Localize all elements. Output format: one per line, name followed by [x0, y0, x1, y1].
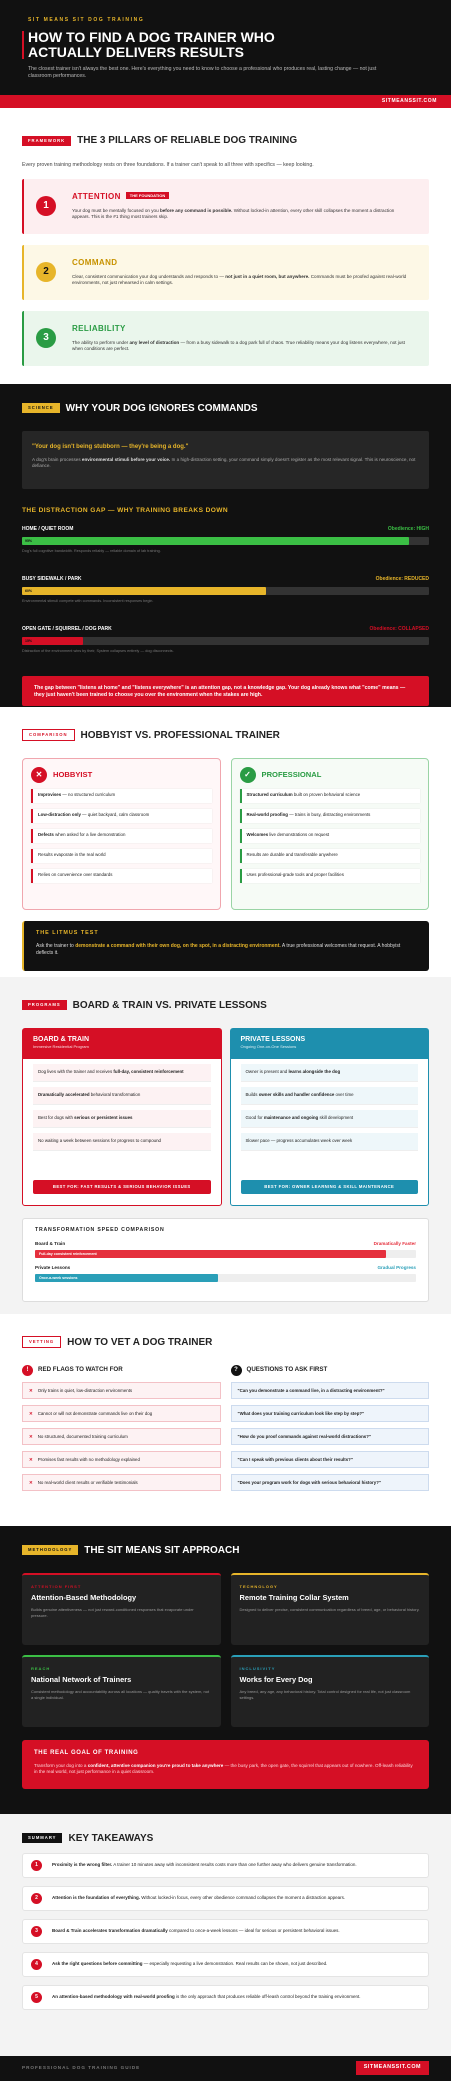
item-text: over time: [334, 1092, 354, 1098]
bar-status: Obedience: REDUCED: [375, 575, 429, 582]
red-flags-column: [22, 1365, 221, 1491]
footer: [0, 2056, 451, 2081]
program-item: [241, 1133, 419, 1151]
bar-label: OPEN GATE / SQUIRREL / DOG PARK: [22, 625, 112, 632]
section-title: HOW TO VET A DOG TRAINER: [67, 1336, 213, 1348]
card-text: Any breed, any age, any behavioral history. Total control designed for real life, not just classroom settings.: [239, 1689, 411, 1700]
card-text: Builds genuine attentiveness — not just reward-conditioned responses that evaporate under pressure.: [31, 1607, 194, 1618]
check-icon: ✓: [240, 767, 256, 783]
vetting-section: [0, 1314, 451, 1526]
footer-site-link[interactable]: SITMEANSSIT.COM: [356, 2061, 429, 2074]
speed-track: [35, 1250, 416, 1258]
card-title: Remote Training Collar System: [239, 1592, 349, 1602]
section-tag: VETTING: [22, 1336, 61, 1348]
list-item: [240, 829, 421, 843]
item-text: Defects: [38, 832, 54, 838]
takeaway-item: [22, 1853, 429, 1878]
warning-icon: !: [22, 1365, 33, 1376]
list-item: [31, 869, 212, 883]
card-title: National Network of Trainers: [31, 1674, 132, 1684]
item-text: when asked for a live demonstration: [53, 832, 126, 838]
quote-headline: "Your dog isn't being stubborn — they're being a dog.": [32, 444, 189, 451]
header-subtitle: The closest trainer isn't always the best one. Here's everything you need to know to choose a professional who produces real, lasting change — not just classroom performances.: [28, 65, 377, 79]
flag-text: No structured, documented training curriculum: [37, 1433, 128, 1439]
science-alert: The gap between "listens at home" and "listens everywhere" is an attention gap, not a knowledge gap. Your dog already knows what "come" means — they just haven't been trained to choose you over the environment when the stakes are high.: [22, 676, 429, 706]
x-icon: ✕: [29, 1456, 33, 1462]
pillar-text: Your dog must be mentally focused on you before any command is possible. Without locked-in attention, every other skill collapses the moment a distraction appears. This is the #1 thing most trainers skip.: [72, 207, 395, 219]
takeaway-text: [52, 1862, 357, 1868]
quote-text: A dog's brain processes environmental stimuli before your voice. In a high-distraction setting, your command simply doesn't register as the most relevant signal. This is neuroscience, not defiance.: [32, 457, 416, 469]
takeaway-rest: is the only approach that produces reliable off-leash control beyond the training environment.: [174, 1994, 361, 2000]
speed-row: [35, 1265, 416, 1282]
bar-track: [22, 637, 429, 645]
item-text: owner skills and handler confidence: [258, 1092, 335, 1098]
takeaway-bold: Proximity is the wrong filter.: [52, 1862, 113, 1868]
flag-text: Promises fast results with no methodology explained: [37, 1456, 140, 1462]
pillar-title: COMMAND: [72, 257, 118, 267]
item-text: Structured curriculum: [246, 792, 293, 798]
red-flag-item: [22, 1405, 221, 1422]
pillar-command: [22, 245, 429, 300]
section-tag: PROGRAMS: [22, 1000, 67, 1010]
takeaway-item: [22, 1886, 429, 1911]
comparison-section: [0, 707, 451, 977]
litmus-title: THE LITMUS TEST: [36, 930, 99, 937]
bar-fill: 60%: [22, 587, 266, 595]
programs-section: [0, 977, 451, 1314]
list-item: [31, 809, 212, 823]
program-subtitle: Ongoing One-on-One Sessions: [240, 1044, 297, 1050]
takeaway-bold: Board & Train accelerates transformation dramatically: [52, 1928, 168, 1934]
bar-description: Environmental stimuli compete with commands. Inconsistent responses begin.: [22, 598, 154, 603]
bar-label: HOME / QUIET ROOM: [22, 525, 74, 532]
takeaways-section: [0, 1814, 451, 2056]
item-text: Good for: [245, 1115, 264, 1121]
item-text: Relies on: [38, 872, 58, 878]
hobbyist-title: HOBBYIST: [53, 769, 93, 779]
pillar-title: ATTENTION: [72, 191, 121, 201]
litmus-test: [22, 921, 429, 971]
card-kicker: REACH: [31, 1666, 51, 1672]
card-title: Works for Every Dog: [239, 1674, 313, 1684]
item-text: professional-grade tools: [257, 872, 305, 878]
speed-title: TRANSFORMATION SPEED COMPARISON: [35, 1227, 165, 1234]
bar-track: [22, 587, 429, 595]
question-item: "How do you proof commands against real-world distractions?": [231, 1428, 430, 1445]
section-tag: COMPARISON: [22, 729, 75, 741]
takeaway-rest: A trainer 10 minutes away with inconsistent results costs more than one further away who delivers genuine transformation.: [112, 1862, 357, 1868]
item-text: convenience: [57, 872, 83, 878]
bar-header: [22, 626, 429, 633]
item-text: learns alongside the dog: [288, 1069, 341, 1075]
flag-text: No real-world client results or verifiable testimonials: [37, 1479, 138, 1485]
list-item: [31, 829, 212, 843]
speed-header: [35, 1265, 416, 1271]
item-text: behavioral transformation: [89, 1092, 141, 1098]
item-text: over standards: [82, 872, 113, 878]
program-item: [33, 1064, 211, 1082]
approach-section: [0, 1526, 451, 1814]
list-item: [240, 809, 421, 823]
distraction-bars: [22, 526, 429, 666]
flag-text: Cannot or will not demonstrate commands live on their dog: [37, 1410, 153, 1416]
section-title: THE 3 PILLARS OF RELIABLE DOG TRAINING: [77, 135, 298, 146]
section-tag: SCIENCE: [22, 403, 60, 413]
item-text: Real-world proofing: [246, 812, 288, 818]
question-item: "Can you demonstrate a command live, in a distracting environment?": [231, 1382, 430, 1399]
pillar-number: 3: [36, 328, 56, 348]
item-text: Owner is present and: [245, 1069, 289, 1075]
takeaway-item: [22, 1919, 429, 1944]
item-text: full-day, consistent reinforcement: [113, 1069, 184, 1075]
item-text: durable and transferable: [269, 852, 318, 858]
section-title: THE SIT MEANS SIT APPROACH: [84, 1544, 240, 1556]
red-flag-item: [22, 1428, 221, 1445]
question-item: "Does your program work for dogs with serious behavioral history?": [231, 1474, 430, 1491]
professional-title: PROFESSIONAL: [261, 769, 322, 779]
program-item: [241, 1087, 419, 1105]
page-title: HOW TO FIND A DOG TRAINER WHO ACTUALLY DELIVERS RESULTS: [28, 28, 275, 60]
item-text: maintenance and ongoing: [263, 1115, 319, 1121]
real-goal-box: [22, 1740, 429, 1789]
card-title: Attention-Based Methodology: [31, 1592, 137, 1602]
bar-label: BUSY SIDEWALK / PARK: [22, 575, 82, 582]
program-title: PRIVATE LESSONS: [240, 1036, 306, 1044]
item-text: Uses: [246, 872, 258, 878]
card-kicker: ATTENTION FIRST: [31, 1584, 82, 1590]
takeaway-item: [22, 1952, 429, 1977]
approach-card: [231, 1655, 430, 1727]
red-flag-item: [22, 1382, 221, 1399]
card-text: Consistent methodology and accountability across all locations — quality travels with the system, not a single individual.: [31, 1689, 210, 1700]
header: [0, 0, 451, 108]
takeaway-text: [52, 1895, 345, 1901]
x-icon: ✕: [31, 767, 47, 783]
section-title: KEY TAKEAWAYS: [68, 1832, 154, 1844]
pillar-title: RELIABILITY: [72, 323, 126, 333]
distraction-bar: [22, 526, 429, 566]
red-flags-title: RED FLAGS TO WATCH FOR: [38, 1366, 123, 1374]
item-text: Results are: [246, 852, 270, 858]
item-text: Dog lives with the trainer and receives: [38, 1069, 114, 1075]
goal-text: Transform your dog into a confident, attentive companion you're proud to take anywhere — the busy park, the open gate, the squirrel that appears out of nowhere. Off-leash reliability in the real world, not just performance in a quiet classroom.: [34, 1763, 413, 1775]
bar-status: Obedience: HIGH: [387, 525, 429, 532]
section-tag: SUMMARY: [22, 1833, 62, 1843]
program-item: [33, 1133, 211, 1151]
item-text: — trains in busy, distracting environments: [287, 812, 371, 818]
list-item: [31, 789, 212, 803]
program-title: BOARD & TRAIN: [33, 1036, 89, 1044]
x-icon: ✕: [29, 1410, 33, 1416]
bar-description: Dog's full cognitive bandwidth. Responds reliably — reliable domain of lab training.: [22, 548, 161, 553]
pillar-badge: THE FOUNDATION: [126, 192, 169, 199]
item-text: evaporate: [53, 852, 74, 858]
program-subtitle: Immersive Residential Program: [33, 1044, 89, 1050]
litmus-text: Ask the trainer to demonstrate a command with their own dog, on the spot, in a distracting environment. A true professional welcomes that request. A hobbyist deflects it.: [36, 943, 401, 957]
speed-track: [35, 1274, 416, 1282]
section-tag: METHODOLOGY: [22, 1545, 78, 1555]
item-text: anywhere: [317, 852, 338, 858]
questions-column: [231, 1365, 430, 1491]
section-tag: FRAMEWORK: [22, 136, 71, 146]
takeaway-bold: Attention is the foundation of everything.: [52, 1895, 140, 1901]
takeaway-bold: Ask the right questions before committing: [52, 1961, 143, 1967]
speed-label: Private Lessons: [35, 1265, 71, 1271]
list-item: [240, 869, 421, 883]
takeaway-number: 1: [31, 1860, 42, 1871]
list-item: [240, 849, 421, 863]
card-kicker: INCLUSIVITY: [239, 1666, 276, 1672]
bar-header: [22, 576, 429, 583]
best-for-badge: BEST FOR: FAST RESULTS & SERIOUS BEHAVIOR ISSUES: [33, 1180, 211, 1194]
science-section: [0, 384, 451, 707]
takeaway-rest: — especially requesting a live demonstration. Real results can be shown, not just described.: [142, 1961, 328, 1967]
item-text: Low-distraction only: [38, 812, 81, 818]
hobbyist-column: [22, 758, 221, 910]
bar-status: Obedience: COLLAPSED: [369, 625, 429, 632]
pillars-intro: Every proven training methodology rests on three foundations. If a trainer can't speak to all three with specifics — keep looking.: [22, 161, 314, 168]
bar-header: [22, 526, 429, 533]
program-item: [33, 1087, 211, 1105]
section-title: WHY YOUR DOG IGNORES COMMANDS: [65, 402, 258, 414]
pillar-text: Clear, consistent communication your dog understands and responds to — not just in a quiet room, but anywhere. Commands must be proofed against real-world environments, not just rehearsed in calm settings.: [72, 273, 407, 285]
item-text: Builds: [245, 1092, 259, 1098]
item-text: serious or persistent issues: [74, 1115, 133, 1121]
distraction-gap-title: THE DISTRACTION GAP — WHY TRAINING BREAKS DOWN: [22, 507, 229, 515]
item-text: Slower pace — progress accumulates week over week: [245, 1138, 353, 1144]
takeaway-rest: compared to once-a-week lessons — ideal for serious or persistent behavioral issues.: [167, 1928, 340, 1934]
board-and-train-card: [22, 1028, 222, 1206]
item-text: live demonstrations on request: [268, 832, 330, 838]
program-item: [241, 1110, 419, 1128]
header-site-link[interactable]: SITMEANSSIT.COM: [0, 95, 451, 108]
bar-fill: 95%: [22, 537, 409, 545]
red-flag-item: [22, 1474, 221, 1491]
card-text: Designed to deliver precise, consistent communication regardless of breed, age, or behavioral history.: [239, 1607, 420, 1613]
pillar-number: 2: [36, 262, 56, 282]
pillar-text: The ability to perform under any level of distraction — from a busy sidewalk to a dog park full of chaos. True reliability means your dog listens everywhere, not just when conditions are perfect.: [72, 339, 405, 351]
takeaway-number: 3: [31, 1926, 42, 1937]
section-title: BOARD & TRAIN VS. PRIVATE LESSONS: [72, 999, 267, 1011]
takeaway-text: [52, 1994, 361, 2000]
takeaway-number: 2: [31, 1893, 42, 1904]
section-title: HOBBYIST VS. PROFESSIONAL TRAINER: [80, 729, 280, 741]
speed-fill: Once-a-week sessions: [35, 1274, 218, 1282]
x-icon: ✕: [29, 1479, 33, 1485]
speed-status: Gradual Progress: [377, 1265, 416, 1271]
takeaway-bold: An attention-based methodology with real-world proofing: [52, 1994, 175, 2000]
distraction-bar: [22, 576, 429, 616]
pillars-section: [0, 108, 451, 366]
approach-card: [22, 1655, 221, 1727]
pillar-number: 1: [36, 196, 56, 216]
professional-column: [231, 758, 430, 910]
science-quote: [22, 431, 429, 489]
card-kicker: TECHNOLOGY: [239, 1584, 278, 1590]
program-item: [33, 1110, 211, 1128]
question-icon: ?: [231, 1365, 242, 1376]
item-text: built on proven behavioral science: [292, 792, 361, 798]
item-text: and proper facilities: [304, 872, 344, 878]
takeaway-text: [52, 1961, 327, 1967]
item-text: — quiet backyard, calm classroom: [80, 812, 150, 818]
item-text: Improvises: [38, 792, 62, 798]
approach-card: [22, 1573, 221, 1645]
list-item: [240, 789, 421, 803]
questions-title: QUESTIONS TO ASK FIRST: [246, 1366, 328, 1374]
footer-label: PROFESSIONAL DOG TRAINING GUIDE: [22, 2064, 141, 2070]
speed-header: [35, 1241, 416, 1247]
question-item: "What does your training curriculum look like step by step?": [231, 1405, 430, 1422]
item-text: Welcomes: [246, 832, 269, 838]
takeaway-number: 4: [31, 1959, 42, 1970]
speed-row: [35, 1241, 416, 1258]
list-item: [31, 849, 212, 863]
takeaway-rest: Without locked-in focus, every other obedience command collapses the moment a distraction appears.: [140, 1895, 346, 1901]
flag-text: Only trains in quiet, low-distraction environments: [37, 1387, 133, 1393]
goal-title: THE REAL GOAL OF TRAINING: [34, 1750, 139, 1757]
header-kicker: SIT MEANS SIT DOG TRAINING: [28, 17, 145, 23]
item-text: No waiting a week between sessions for progress to compound: [38, 1138, 162, 1144]
bar-track: [22, 537, 429, 545]
private-lessons-card: [230, 1028, 430, 1206]
speed-fill: Full-day consistent reinforcement: [35, 1250, 386, 1258]
x-icon: ✕: [29, 1433, 33, 1439]
x-icon: ✕: [29, 1387, 33, 1393]
pillar-attention: [22, 179, 429, 234]
takeaway-item: [22, 1985, 429, 2010]
bar-fill: 15%: [22, 637, 83, 645]
speed-label: Board & Train: [35, 1241, 66, 1247]
takeaway-text: [52, 1928, 340, 1934]
question-item: "Can I speak with previous clients about their results?": [231, 1451, 430, 1468]
best-for-badge: BEST FOR: OWNER LEARNING & SKILL MAINTENANCE: [241, 1180, 419, 1194]
item-text: skill development: [318, 1115, 354, 1121]
red-flag-item: [22, 1451, 221, 1468]
distraction-bar: [22, 626, 429, 666]
item-text: Results: [38, 852, 54, 858]
item-text: — no structured curriculum: [61, 792, 116, 798]
takeaway-number: 5: [31, 1992, 42, 2003]
speed-comparison: [22, 1218, 429, 1302]
bar-description: Distraction of the environment wins by their, System collapses entirely — dog disconnects.: [22, 648, 174, 653]
item-text: in the real world: [73, 852, 106, 858]
pillar-reliability: [22, 311, 429, 366]
approach-card: [231, 1573, 430, 1645]
program-item: [241, 1064, 419, 1082]
item-text: Dramatically accelerated: [38, 1092, 90, 1098]
speed-status: Dramatically Faster: [373, 1241, 416, 1247]
item-text: Best for dogs with: [38, 1115, 75, 1121]
